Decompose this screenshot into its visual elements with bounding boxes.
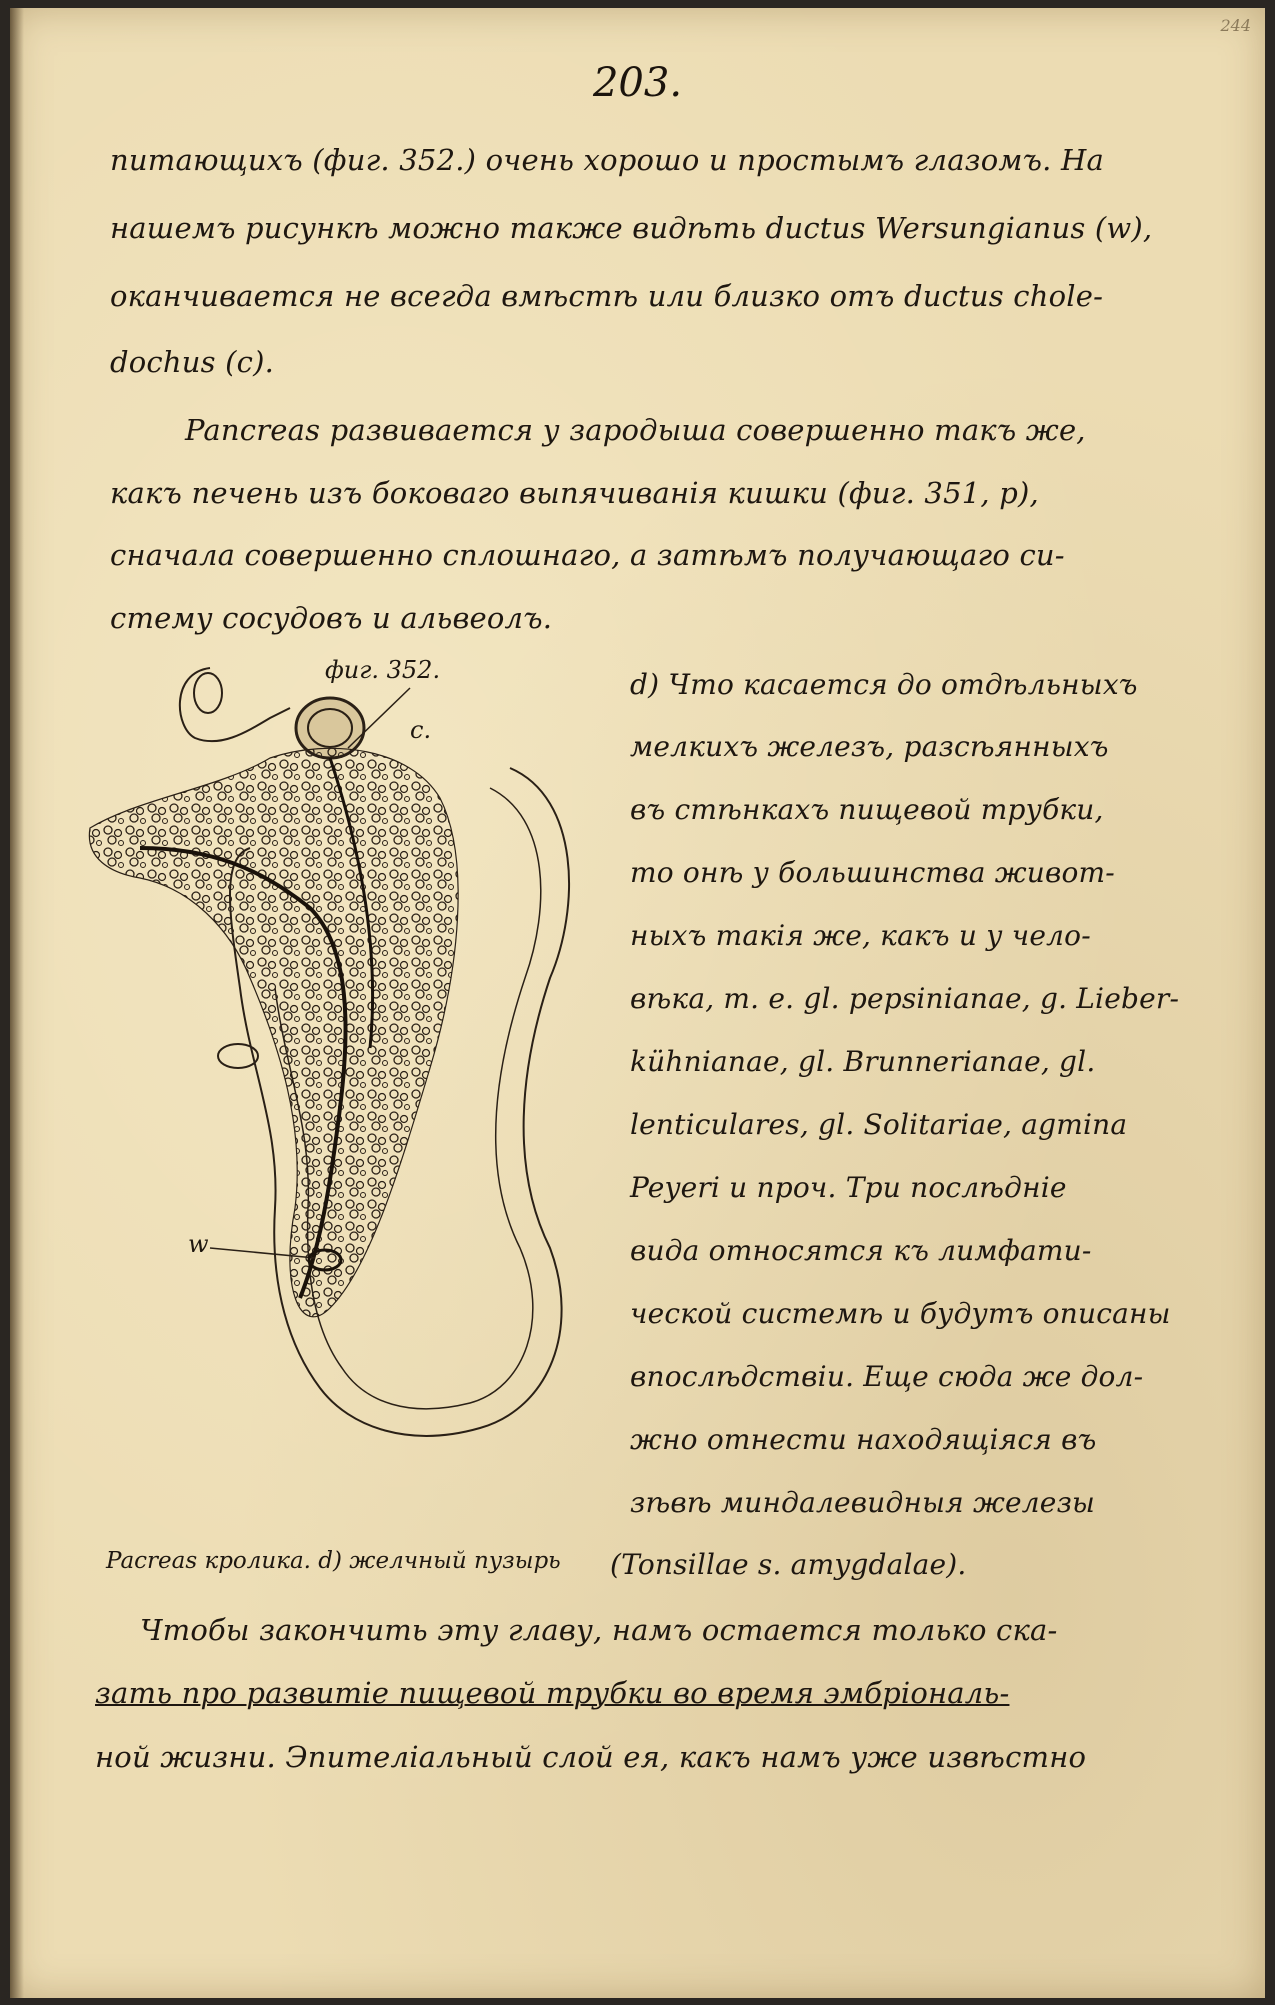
- column-line: lenticulares, gl. Solitariae, agmina: [630, 1108, 1128, 1141]
- column-line: Peyeri и проч. Три послѣдніе: [630, 1171, 1067, 1204]
- column-line: мелкихъ железъ, разсѣянныхъ: [630, 730, 1109, 763]
- text-line: Pancreas развивается у зародыша совершенно такъ же,: [185, 413, 1086, 447]
- figure-title: фиг. 352.: [325, 656, 441, 684]
- column-line: вида относятся къ лимфати-: [630, 1234, 1092, 1267]
- column-line: зѣвѣ миндалевидныя железы: [630, 1486, 1096, 1519]
- column-line: жно отнести находящіяся въ: [630, 1423, 1097, 1456]
- column-line: ческой системѣ и будутъ описаны: [630, 1297, 1171, 1330]
- figure-label-c: c.: [410, 716, 432, 744]
- text-line: стему сосудовъ и альвеолъ.: [110, 601, 553, 635]
- text-line: какъ печень изъ боковаго выпячиванія кишки (фиг. 351, p),: [110, 476, 1039, 510]
- pancreas-illustration: [80, 648, 600, 1488]
- column-line: ныхъ такія же, какъ и у чело-: [630, 919, 1091, 952]
- column-line: d) Что касается до отдѣльныхъ: [630, 668, 1138, 701]
- text-line: оканчивается не всегда вмѣстѣ или близко отъ ductus chole-: [110, 279, 1104, 313]
- column-line: (Tonsillae s. amygdalae).: [610, 1548, 967, 1581]
- text-line: нашемъ рисункѣ можно также видѣть ductus Wersungianus (w),: [110, 211, 1153, 245]
- text-line: Чтобы закончить эту главу, намъ остается только ска-: [140, 1613, 1058, 1647]
- text-line: питающихъ (фиг. 352.) очень хорошо и простымъ глазомъ. На: [110, 143, 1104, 177]
- column-line: то онѣ у большинства живот-: [630, 856, 1115, 889]
- column-line: впослѣдствіи. Еще сюда же дол-: [630, 1360, 1144, 1393]
- figure-caption: Pacreas кролика. d) желчный пузырь: [106, 1548, 561, 1574]
- text-line: ной жизни. Эпителіальный слой ея, какъ намъ уже извѣстно: [95, 1740, 1087, 1774]
- page-edge-shadow: [10, 8, 24, 1998]
- column-line: kühnianae, gl. Brunnerianae, gl.: [630, 1045, 1096, 1078]
- manuscript-page: [10, 8, 1265, 1998]
- column-line: вѣка, т. е. gl. pepsinianae, g. Lieber-: [630, 982, 1180, 1015]
- page-number: 203.: [592, 60, 683, 106]
- column-line: въ стѣнкахъ пищевой трубки,: [630, 793, 1104, 826]
- corner-page-mark: 244: [1220, 16, 1251, 35]
- text-line: зать про развитіе пищевой трубки во время эмбріональ-: [95, 1676, 1010, 1710]
- text-line: dochus (c).: [110, 345, 275, 379]
- figure-label-w: w: [188, 1230, 209, 1258]
- text-line: сначала совершенно сплошнаго, а затѣмъ получающаго си-: [110, 538, 1065, 572]
